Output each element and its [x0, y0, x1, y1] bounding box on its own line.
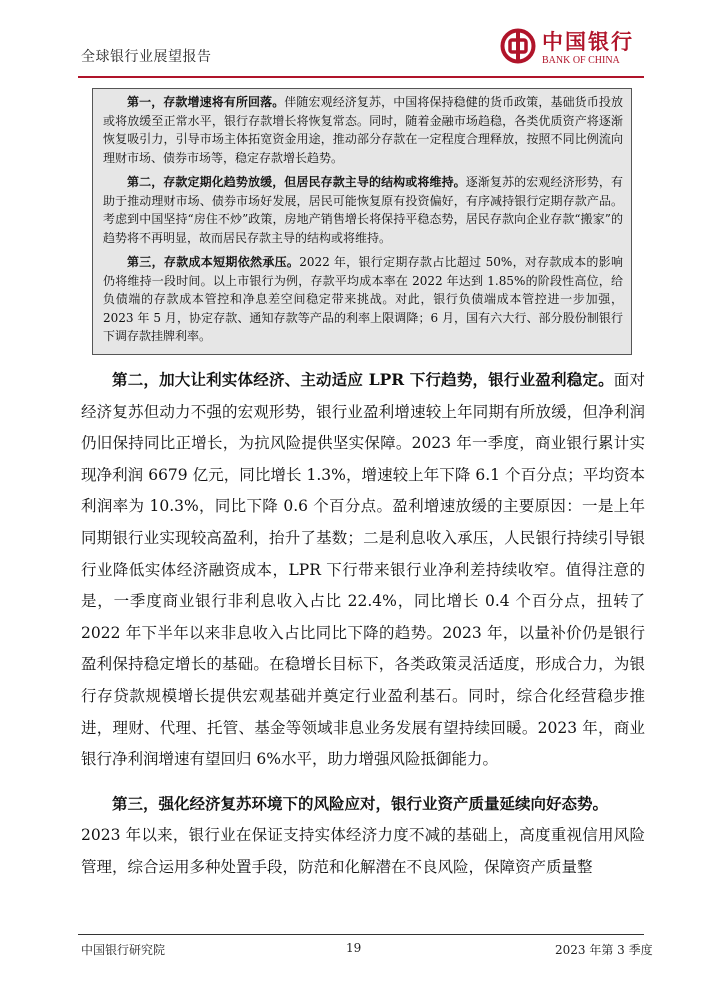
callout-item [103, 173, 623, 247]
body-paragraph [81, 364, 645, 776]
callout-item-text: 逐渐复苏的宏观经济形势，有助于推动理财市场、债券市场好发展，居民可能恢复原有投资偏好，有序减持银行定期存款产品。考虑到中国坚持“房住不炒”政策，房地产销售增长将保持平稳态势，居民存款向企业存款“搬家”的趋势将不再明显，故而居民存款主导的结构或将维持。 [103, 175, 623, 245]
main-body [81, 364, 645, 896]
paragraph-lead: 第三，强化经济复苏环境下的风险应对，银行业资产质量延续向好态势。 [112, 793, 609, 813]
footer-divider [78, 934, 644, 935]
callout-item-text: 伴随宏观经济复苏，中国将保持稳健的货币政策，基础货币投放或将放缓至正常水平，银行存款增长将恢复常态。同时，随着金融市场趋稳，各类优质资产将逐渐恢复吸引力，引导市场主体拓宽资金用途，推动部分存款在一定程度合理释放，按照不同比例流向理财市场、债券市场等，稳定存款增长趋势。 [103, 95, 623, 165]
footer-institute: 中国银行研究院 [81, 943, 166, 957]
body-paragraph [81, 788, 645, 884]
callout-item [103, 253, 623, 346]
callout-item-lead: 第三，存款成本短期依然承压。 [127, 255, 300, 269]
footer-quarter: 2023 年第 3 季度 [555, 943, 653, 957]
bank-logo [500, 26, 648, 72]
outlook-callout-box [92, 88, 632, 355]
report-title: 全球银行业展望报告 [81, 49, 212, 65]
logo-chinese-name: 中国银行 [542, 29, 634, 54]
page-number: 19 [346, 941, 362, 955]
callout-item [103, 93, 623, 167]
bank-emblem-icon [500, 28, 536, 64]
callout-item-lead: 第二，存款定期化趋势放缓，但居民存款主导的结构或将维持。 [127, 175, 466, 189]
paragraph-text: 面对经济复苏但动力不强的宏观形势，银行业盈利增速较上年同期有所放缓，但净利润仍旧保持同比正增长，为抗风险提供坚实保障。2023 年一季度，商业银行累计实现净利润 6679 亿元，同比增长 1.3%，增速较上年下降 6.1 个百分点；平均资本利润率为 10.3%，同比下降 0.6 个百分点。盈利增速放缓的主要原因：一是上年同期银行业实现较高盈利，抬升了基数；二是利息收入承压，人民银行持续引导银行业降低实体经济融资成本，LPR 下行带来银行业净利差持续收窄。值得注意的是，一季度商业银行非利息收入占比 22.4%，同比增长 0.4 个百分点，扭转了 2022 年下半年以来非息收入占比同比下降的趋势。2023 年，以量补价仍是银行盈利保持稳定增长的基础。在稳增长目标下，各类政策灵活适度，形成合力，为银行存贷款规模增长提供宏观基础并奠定行业盈利基石。同时，综合化经营稳步推进，理财、代理、托管、基金等领域非息业务发展有望持续回暖。2023 年，商业银行净利润增速有望回归 6%水平，助力增强风险抵御能力。 [81, 371, 645, 769]
callout-item-text: 2022 年，银行定期存款占比超过 50%，对存款成本的影响仍将维持一段时间。以上市银行为例，存款平均成本率在 2022 年达到 1.85%的阶段性高位，给负债端的存款成本管控和净息差空间稳定带来挑战。对此，银行负债端成本管控进一步加强，2023 年 5 月，协定存款、通知存款等产品的利率上限调降；6 月，国有六大行、部分股份制银行下调存款挂牌利率。 [103, 255, 623, 343]
callout-item-lead: 第一，存款增速将有所回落。 [127, 95, 285, 109]
logo-english-name: BANK OF CHINA [542, 55, 620, 66]
paragraph-lead: 第二，加大让利实体经济、主动适应 LPR 下行趋势，银行业盈利稳定。 [112, 370, 614, 389]
paragraph-text: 2023 年以来，银行业在保证支持实体经济力度不减的基础上，高度重视信用风险管理，综合运用多种处置手段，防范和化解潜在不良风险，保障资产质量整 [81, 826, 645, 876]
header-divider [78, 76, 644, 78]
